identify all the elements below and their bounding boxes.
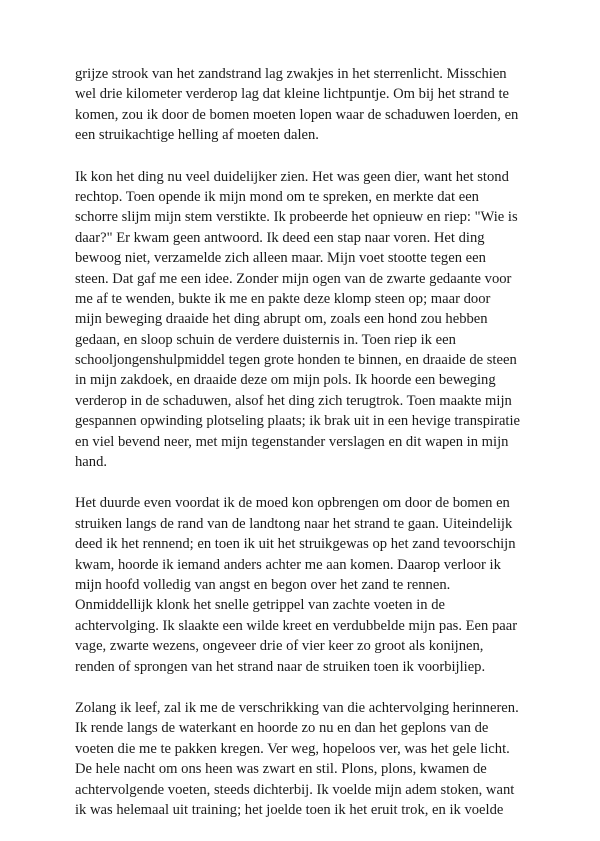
text-line: Ik kon het ding nu veel duidelijker zien. Het was geen dier, want het stond — [75, 168, 509, 185]
text-line: schorre slijm mijn stem verstikte. Ik probeerde het opnieuw en riep: "Wie is — [75, 209, 518, 226]
text-line: Het duurde even voordat ik de moed kon opbrengen om door de bomen en — [75, 495, 510, 512]
text-line: hand. — [75, 454, 108, 471]
text-line: gedaan, en sloop schuin de verdere duisternis in. Toen riep ik een — [75, 331, 456, 348]
text-line: in mijn zakdoek, en draaide deze om mijn pols. Ik hoorde een beweging — [75, 372, 496, 389]
text-line: grijze strook van het zandstrand lag zwakjes in het sterrenlicht. Misschien — [75, 66, 507, 82]
paragraph — [75, 698, 537, 820]
text-line: daar?" Er kwam geen antwoord. Ik deed een stap naar voren. Het ding — [75, 229, 485, 246]
text-line: gespannen opwinding plotseling plaats; ik brak uit in een hevige transpiratie — [75, 413, 521, 430]
text-line: mijn beweging draaide het ding abrupt om, zoals een hond zou hebben — [75, 311, 488, 328]
text-line: een struikachtige helling af moeten dalen. — [75, 127, 319, 144]
text-line: ik was helemaal uit training; het joelde toen ik het eruit trok, en ik voelde — [75, 801, 504, 818]
text-line: deed ik het rennend; en toen ik uit het struikgewas op het zand tevoorschijn — [75, 536, 516, 553]
text-line: mijn hoofd volledig van angst en begon over het zand te rennen. — [75, 576, 451, 593]
text-line: wel drie kilometer verderop lag dat kleine lichtpuntje. Om bij het strand te — [75, 86, 510, 103]
text-line: voeten die me te pakken kregen. Ver weg, hopeloos ver, was het gele licht. — [75, 740, 510, 757]
text-line: steen. Dat gaf me een idee. Zonder mijn ogen van de zwarte gedaante voor — [75, 270, 512, 287]
text-line: renden of sprongen van het strand naar de struiken toen ik voorbijliep. — [75, 658, 486, 675]
text-line: achtervolging. Ik slaakte een wilde kreet en verdubbelde mijn pas. Een paar — [75, 617, 518, 634]
text-line: en viel bevend neer, met mijn tegenstander verslagen en dit wapen in mijn — [75, 433, 509, 450]
text-line: struiken langs de rand van de landtong naar het strand te gaan. Uiteindelijk — [75, 515, 513, 532]
text-line: schooljongenshulpmiddel tegen grote honden te binnen, en draaide de steen — [75, 352, 517, 369]
document-page — [75, 64, 537, 841]
paragraph — [75, 167, 537, 473]
text-line: Onmiddellijk klonk het snelle getrippel van zachte voeten in de — [75, 597, 446, 614]
text-line: Ik rende langs de waterkant en hoorde zo nu en dan het geplons van de — [75, 720, 489, 737]
text-line: Zolang ik leef, zal ik me de verschrikking van die achtervolging herinneren. — [75, 699, 519, 716]
text-line: bewoog niet, verzamelde zich alleen maar. Mijn voet stootte tegen een — [75, 250, 486, 267]
text-line: achtervolgende voeten, steeds dichterbij. Ik voelde mijn adem stoken, want — [75, 781, 515, 798]
text-line: De hele nacht om ons heen was zwart en stil. Plons, plons, kwamen de — [75, 761, 487, 778]
paragraph — [75, 493, 537, 677]
paragraph — [75, 64, 537, 146]
text-line: rechtop. Toen opende ik mijn mond om te spreken, en merkte dat een — [75, 188, 479, 205]
text-line: vage, zwarte wezens, ongeveer drie of vier keer zo groot als konijnen, — [75, 638, 484, 655]
text-line: kwam, hoorde ik iemand anders achter me aan komen. Daarop verloor ik — [75, 556, 501, 573]
text-line: verderop in de schaduwen, alsof het ding zich terugtrok. Toen maakte mijn — [75, 392, 512, 409]
text-line: komen, zou ik door de bomen moeten lopen waar de schaduwen loerden, en — [75, 106, 519, 123]
text-line: me af te wenden, bukte ik me en pakte deze klomp steen op; maar door — [75, 290, 491, 307]
